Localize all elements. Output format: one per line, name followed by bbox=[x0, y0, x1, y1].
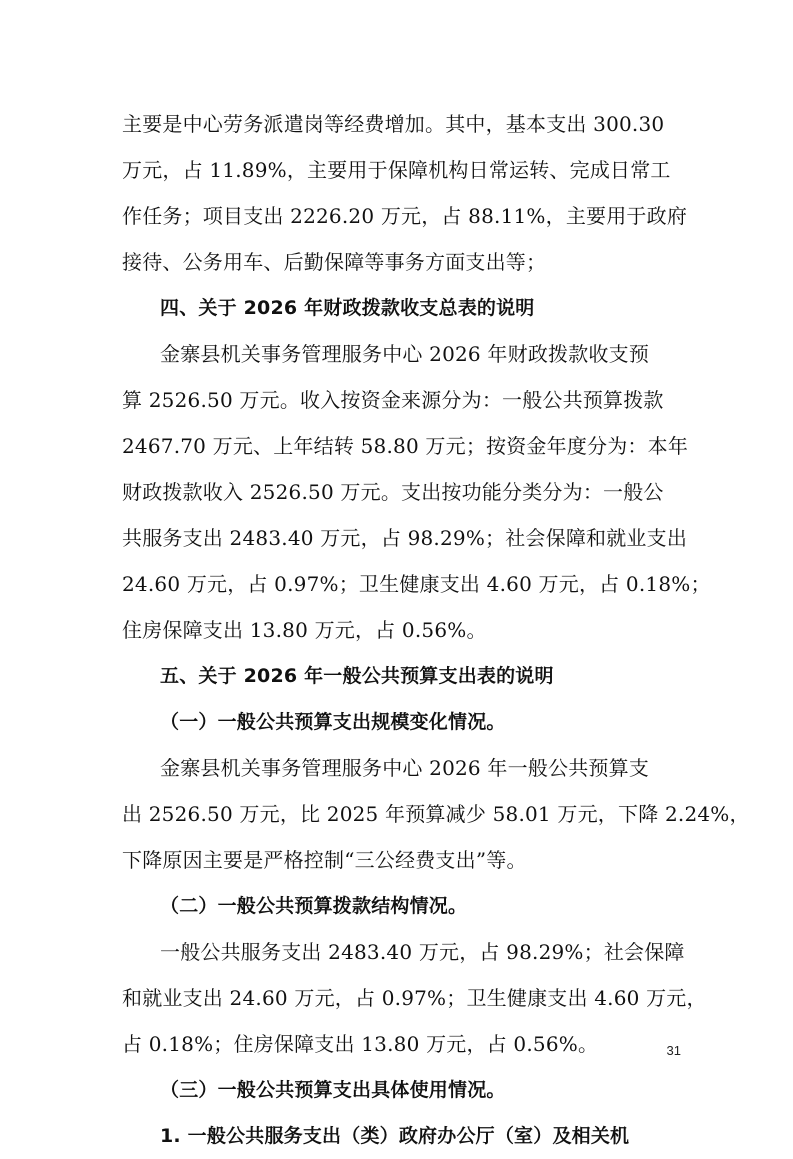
body-text-line: 2467.70 万元、上年结转 58.80 万元；按资金年度分为：本年 bbox=[122, 434, 689, 458]
body-text-line: 共服务支出 2483.40 万元，占 98.29%；社会保障和就业支出 bbox=[122, 526, 688, 550]
body-text-line: 出 2526.50 万元，比 2025 年预算减少 58.01 万元，下降 2.24%， bbox=[122, 802, 750, 826]
body-text-line: 住房保障支出 13.80 万元，占 0.56%。 bbox=[122, 618, 487, 642]
list-item-heading: 1. 一般公共服务支出（类）政府办公厅（室）及相关机 bbox=[160, 1125, 630, 1147]
subsection-heading-3: （三）一般公共预算支出具体使用情况。 bbox=[160, 1079, 506, 1101]
body-text-line: 24.60 万元，占 0.97%；卫生健康支出 4.60 万元，占 0.18%； bbox=[122, 572, 711, 596]
body-text-line: 作任务；项目支出 2226.20 万元，占 88.11%，主要用于政府 bbox=[122, 204, 688, 228]
paragraph-start-line: 金寨县机关事务管理服务中心 2026 年一般公共预算支 bbox=[160, 756, 650, 780]
body-text-line: 占 0.18%；住房保障支出 13.80 万元，占 0.56%。 bbox=[122, 1032, 599, 1056]
body-text-line: 和就业支出 24.60 万元，占 0.97%；卫生健康支出 4.60 万元， bbox=[122, 986, 707, 1010]
subsection-heading-2: （二）一般公共预算拨款结构情况。 bbox=[160, 895, 468, 917]
body-text-line: 下降原因主要是严格控制“三公经费支出”等。 bbox=[122, 848, 527, 872]
body-text-line: 财政拨款收入 2526.50 万元。支出按功能分类分为：一般公 bbox=[122, 480, 664, 504]
body-text-line: 万元，占 11.89%，主要用于保障机构日常运转、完成日常工 bbox=[122, 158, 671, 182]
body-text-line: 接待、公务用车、后勤保障等事务方面支出等； bbox=[122, 250, 547, 274]
paragraph-start-line: 金寨县机关事务管理服务中心 2026 年财政拨款收支预 bbox=[160, 342, 650, 366]
page-number: 31 bbox=[666, 1043, 681, 1058]
paragraph-start-line: 一般公共服务支出 2483.40 万元，占 98.29%；社会保障 bbox=[160, 940, 685, 964]
section-heading-5: 五、关于 2026 年一般公共预算支出表的说明 bbox=[160, 665, 554, 687]
body-text-line: 主要是中心劳务派遣岗等经费增加。其中，基本支出 300.30 bbox=[122, 112, 665, 136]
subsection-heading-1: （一）一般公共预算支出规模变化情况。 bbox=[160, 711, 506, 733]
body-text-line: 算 2526.50 万元。收入按资金来源分为：一般公共预算拨款 bbox=[122, 388, 664, 412]
section-heading-4: 四、关于 2026 年财政拨款收支总表的说明 bbox=[160, 297, 535, 319]
